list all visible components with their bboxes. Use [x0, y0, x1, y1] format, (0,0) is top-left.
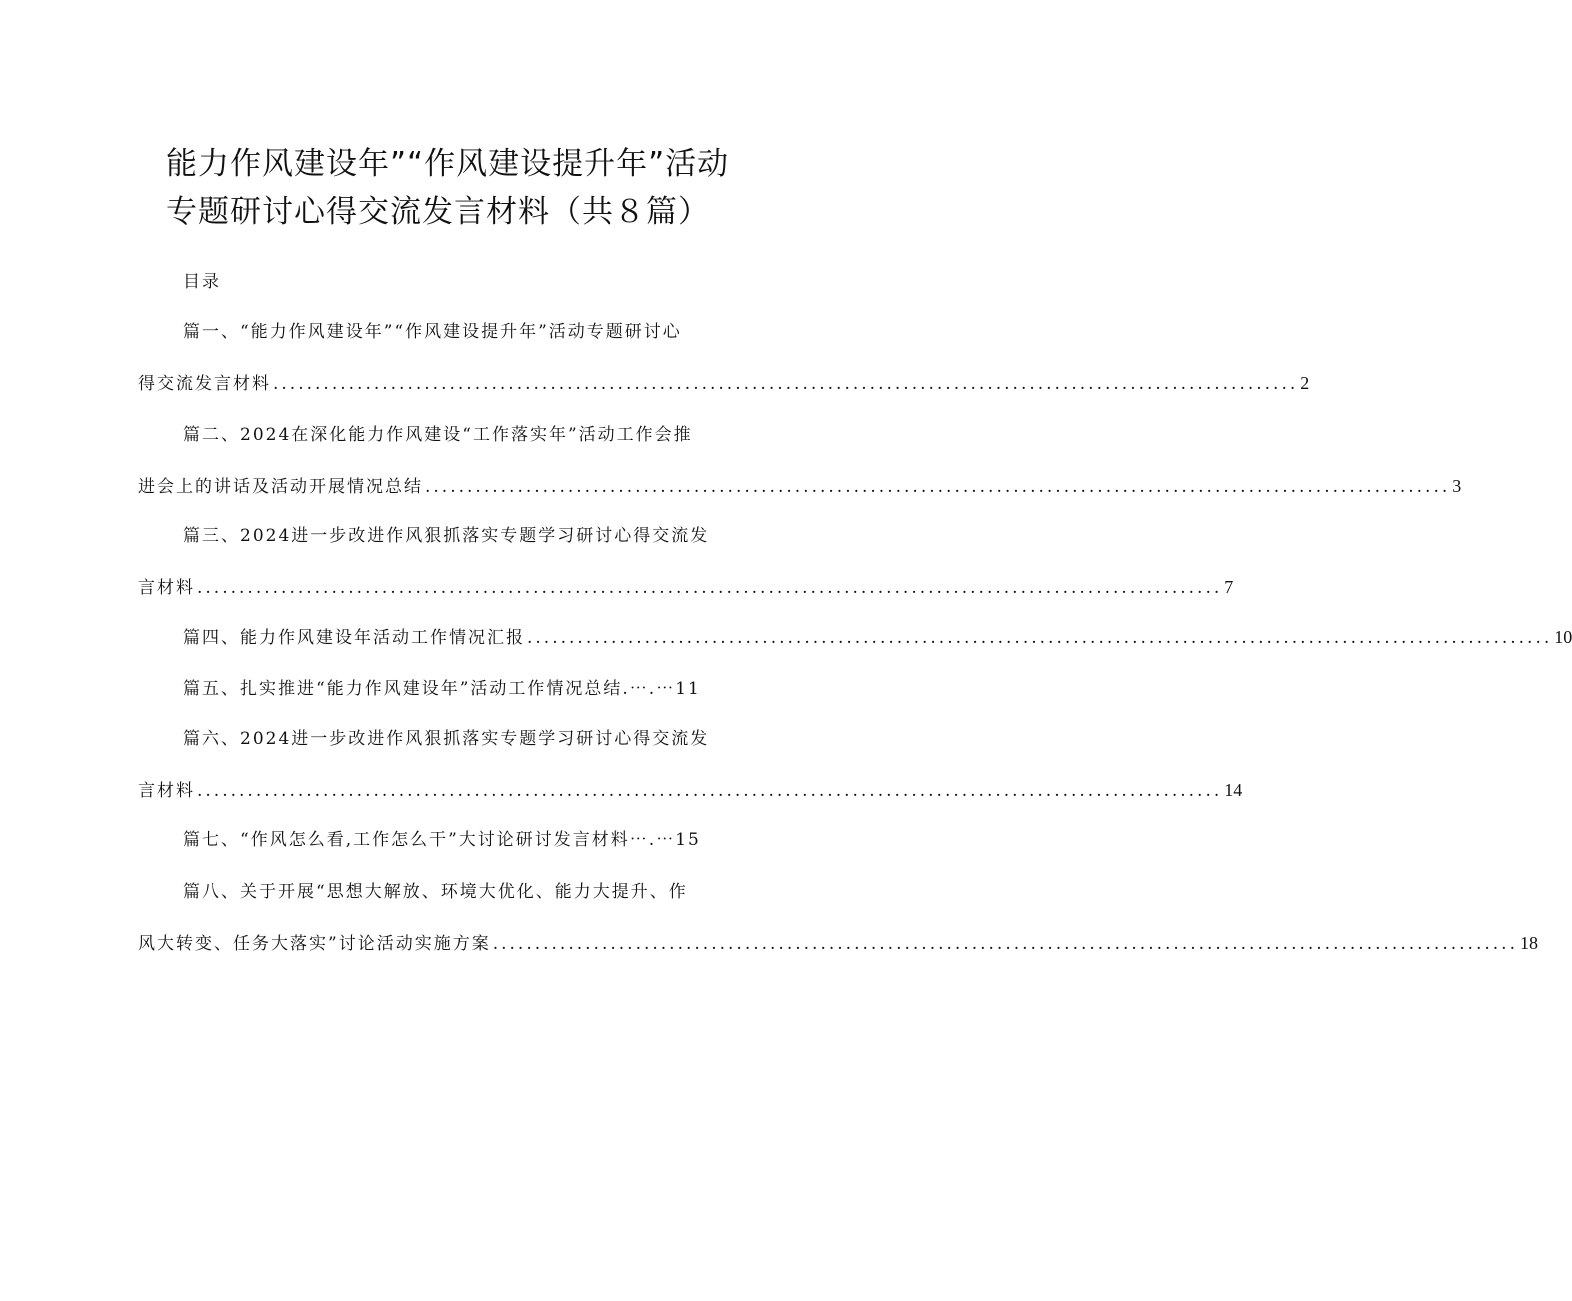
toc-entry-8-line-2[interactable]: [138, 931, 1538, 956]
toc-leader-dots: ..........................................................................................................................: [492, 934, 1518, 954]
toc-entry-1-line-2[interactable]: [138, 371, 1310, 396]
toc-entry-1-text-cont: 得交流发言材料: [138, 374, 271, 394]
toc-heading: 目录: [183, 272, 221, 292]
toc-entry-4-page: 10: [1554, 627, 1572, 647]
toc-entry-1-text: 篇一、“能力作风建设年”“作风建设提升年”活动专题研讨心: [183, 322, 682, 342]
toc-entry-4-text: 篇四、能力作风建设年活动工作情况汇报: [183, 628, 525, 648]
toc-entry-3-page: 7: [1224, 577, 1234, 597]
document-title: [166, 140, 806, 236]
toc-entry-1-page: 2: [1300, 373, 1310, 393]
toc-entry-7[interactable]: [183, 828, 783, 852]
toc-entry-7-text: 篇七、“作风怎么看,工作怎么干”大讨论研讨发言材料⋯.⋯15: [183, 830, 701, 850]
toc-entry-1-line-1[interactable]: [183, 320, 783, 344]
title-line-1: 能力作风建设年”“作风建设提升年”活动: [166, 146, 730, 182]
title-line-2: 专题研讨心得交流发言材料（共８篇）: [166, 194, 710, 230]
toc-entry-3-text-cont: 言材料: [138, 578, 195, 598]
toc-entry-3-line-1[interactable]: [183, 524, 783, 548]
toc-entry-8-line-1[interactable]: [183, 880, 783, 904]
toc-entry-6-text-cont: 言材料: [138, 781, 195, 801]
toc-leader-dots: ..........................................................................................................................: [197, 781, 1223, 801]
toc-entry-3-text: 篇三、2024进一步改进作风狠抓落实专题学习研讨心得交流发: [183, 526, 710, 546]
toc-entry-2-line-2[interactable]: [138, 474, 1462, 499]
toc-entry-6-line-1[interactable]: [183, 727, 783, 751]
toc-entry-6-page: 14: [1224, 780, 1243, 800]
toc-entry-8-text: 篇八、关于开展“思想大解放、环境大优化、能力大提升、作: [183, 882, 688, 902]
toc-entry-2-text: 篇二、2024在深化能力作风建设“工作落实年”活动工作会推: [183, 425, 693, 445]
toc-leader-dots: ..........................................................................................................................: [197, 578, 1223, 598]
toc-entry-3-line-2[interactable]: [138, 575, 1234, 600]
toc-entry-2-text-cont: 进会上的讲话及活动开展情况总结: [138, 477, 423, 497]
toc-entry-6-text: 篇六、2024进一步改进作风狠抓落实专题学习研讨心得交流发: [183, 729, 710, 749]
toc-entry-2-page: 3: [1452, 476, 1462, 496]
toc-entry-2-line-1[interactable]: [183, 423, 783, 447]
toc-entry-8-page: 18: [1519, 933, 1538, 953]
toc-leader-dots: ..........................................................................................................................: [273, 374, 1299, 394]
toc-entry-5[interactable]: [183, 677, 783, 701]
toc-entry-8-text-cont: 风大转变、任务大落实”讨论活动实施方案: [138, 934, 491, 954]
toc-leader-dots: ..........................................................................................................................: [527, 628, 1553, 648]
toc-leader-dots: ..........................................................................................................................: [425, 477, 1451, 497]
toc-entry-5-text: 篇五、扎实推进“能力作风建设年”活动工作情况总结.⋯.⋯11: [183, 679, 701, 699]
toc-entry-4[interactable]: [183, 625, 1572, 650]
toc-entry-6-line-2[interactable]: [138, 778, 1243, 803]
